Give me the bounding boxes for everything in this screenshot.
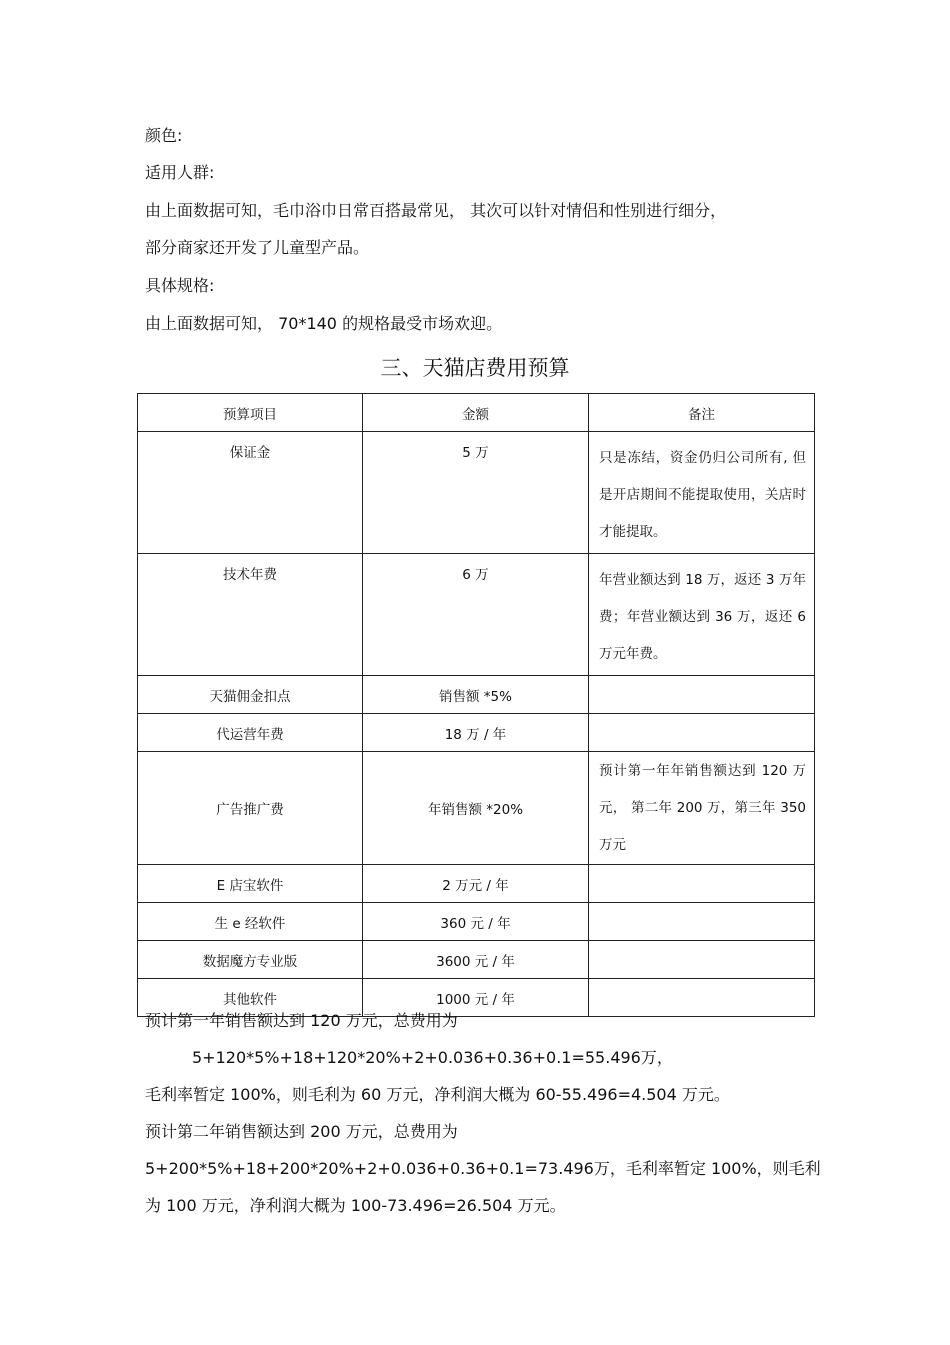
row-amount: 2 万元 / 年 (363, 865, 589, 903)
header-note: 备注 (589, 394, 815, 432)
row-item: 生 e 经软件 (138, 903, 363, 941)
table-row (138, 714, 815, 752)
row-amount: 销售额 *5% (363, 676, 589, 714)
row-item: 其他软件 (138, 979, 363, 1017)
row-note (589, 979, 815, 1017)
row-note: 预计第一年年销售额达到 120 万元， 第二年 200 万，第三年 350 万元 (589, 752, 815, 865)
year2-profit: 为 100 万元，净利润大概为 100-73.496=26.504 万元。 (145, 1196, 566, 1215)
row-item: 天猫佣金扣点 (138, 676, 363, 714)
row-item: 广告推广费 (138, 752, 363, 865)
table-header-row (138, 394, 815, 432)
row-amount: 360 元 / 年 (363, 903, 589, 941)
row-amount: 3600 元 / 年 (363, 941, 589, 979)
year2-formula: 5+200*5%+18+200*20%+2+0.036+0.36+0.1=73.496万，毛利率暂定 100%，则毛利 (145, 1159, 821, 1178)
row-note (589, 941, 815, 979)
header-item: 预算项目 (138, 394, 363, 432)
year1-line: 预计第一年销售额达到 120 万元，总费用为 (145, 1011, 458, 1030)
budget-table (137, 393, 815, 1017)
table-row (138, 676, 815, 714)
year1-profit: 毛利率暂定 100%，则毛利为 60 万元，净利润大概为 60-55.496=4.504 万元。 (145, 1085, 730, 1104)
row-amount: 6 万 (363, 554, 589, 676)
year1-formula: 5+120*5%+18+120*20%+2+0.036+0.36+0.1=55.496万， (192, 1048, 673, 1067)
row-note (589, 865, 815, 903)
row-note: 年营业额达到 18 万，返还 3 万年费；年营业额达到 36 万，返还 6 万元年费。 (589, 554, 815, 676)
row-note (589, 903, 815, 941)
color-label: 颜色: (145, 126, 183, 145)
audience-text-2: 部分商家还开发了儿童型产品。 (145, 238, 370, 257)
row-amount: 年销售额 *20% (363, 752, 589, 865)
row-item: 技术年费 (138, 554, 363, 676)
spec-text: 由上面数据可知， 70*140 的规格最受市场欢迎。 (145, 314, 503, 333)
table-row (138, 903, 815, 941)
row-amount: 18 万 / 年 (363, 714, 589, 752)
table-row (138, 865, 815, 903)
header-amount: 金额 (363, 394, 589, 432)
year2-line: 预计第二年销售额达到 200 万元，总费用为 (145, 1122, 458, 1141)
row-item: E 店宝软件 (138, 865, 363, 903)
table-row (138, 752, 815, 865)
audience-text-1: 由上面数据可知，毛巾浴巾日常百搭最常见， 其次可以针对情侣和性别进行细分， (145, 201, 727, 220)
section-title: 三、天猫店费用预算 (380, 356, 570, 380)
row-item: 数据魔方专业版 (138, 941, 363, 979)
spec-label: 具体规格: (145, 276, 215, 295)
row-item: 保证金 (138, 432, 363, 554)
row-amount: 5 万 (363, 432, 589, 554)
row-amount: 1000 元 / 年 (363, 979, 589, 1017)
row-item: 代运营年费 (138, 714, 363, 752)
table-row (138, 941, 815, 979)
table-row (138, 554, 815, 676)
table-row (138, 432, 815, 554)
row-note: 只是冻结，资金仍归公司所有, 但是开店期间不能提取使用，关店时才能提取。 (589, 432, 815, 554)
row-note (589, 676, 815, 714)
row-note (589, 714, 815, 752)
audience-label: 适用人群: (145, 163, 215, 182)
